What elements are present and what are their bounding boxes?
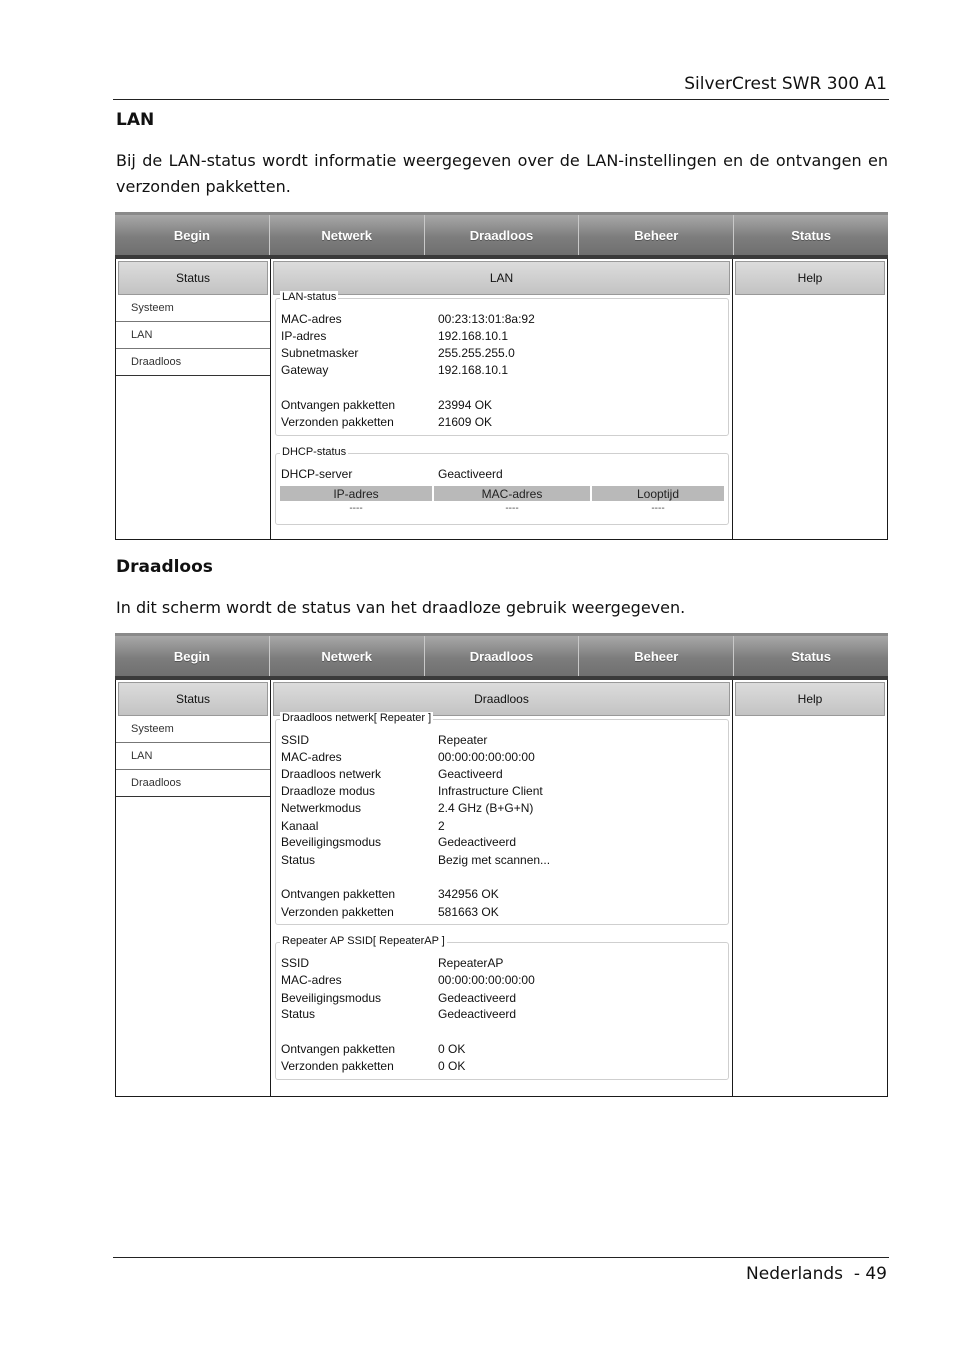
- sidebar-item-lan[interactable]: LAN: [116, 743, 270, 770]
- row-value: Gedeactiveerd: [438, 991, 517, 1005]
- row-label: Beveiligingsmodus: [281, 835, 382, 849]
- router-screen-draadloos: [115, 633, 888, 1097]
- sidebar-item-draadloos[interactable]: Draadloos: [131, 777, 182, 789]
- table-cell: ----: [505, 503, 519, 514]
- nav-draadloos[interactable]: Draadloos: [425, 215, 580, 255]
- info-row: [281, 784, 721, 800]
- row-label: SSID: [281, 956, 310, 970]
- row-value: 2.4 GHz (B+G+N): [438, 801, 534, 815]
- dhcp-status-group: [275, 446, 729, 525]
- info-row: [281, 346, 721, 362]
- wireless-network-legend: Draadloos netwerk[ Repeater ]: [282, 712, 432, 724]
- row-label: Kanaal: [281, 819, 319, 833]
- row-value: Gedeactiveerd: [438, 835, 517, 849]
- row-label: Verzonden pakketten: [281, 905, 394, 919]
- nav-draadloos[interactable]: Draadloos: [425, 636, 580, 676]
- row-label: Verzonden pakketten: [281, 415, 394, 429]
- row-label: Verzonden pakketten: [281, 1059, 394, 1073]
- info-row: [281, 1007, 721, 1023]
- router-screen-lan: [115, 212, 888, 540]
- nav-beheer[interactable]: Beheer: [579, 215, 734, 255]
- section-title-lan: LAN: [116, 110, 155, 130]
- row-value: 21609 OK: [438, 415, 493, 429]
- section-text-draadloos: In dit scherm wordt de status van het draadloze gebruik weergegeven.: [116, 598, 686, 617]
- row-label: DHCP-server: [281, 467, 353, 481]
- row-label: MAC-adres: [281, 312, 342, 326]
- sidebar: [116, 259, 271, 539]
- page-footer: [113, 1257, 889, 1284]
- repeater-ap-group: [275, 935, 729, 1080]
- row-value: 00:23:13:01:8a:92: [438, 312, 535, 326]
- sidebar-item-lan[interactable]: LAN: [116, 322, 270, 349]
- row-value: Bezig met scannen...: [438, 853, 551, 867]
- row-value: 192.168.10.1: [438, 329, 509, 343]
- column-header: MAC-adres: [434, 486, 590, 501]
- row-value: Geactiveerd: [438, 767, 503, 781]
- row-label: Ontvangen pakketten: [281, 398, 396, 412]
- header-title: SilverCrest SWR 300 A1: [684, 74, 887, 94]
- help-heading: Help: [735, 682, 885, 716]
- wireless-network-group: [275, 712, 729, 925]
- nav-bar: [115, 633, 888, 676]
- row-label: Ontvangen pakketten: [281, 887, 396, 901]
- help-heading: Help: [735, 261, 885, 295]
- row-label: Status: [281, 1007, 316, 1021]
- row-value: Repeater: [438, 733, 488, 747]
- row-value: 00:00:00:00:00:00: [438, 973, 535, 987]
- info-row: [281, 887, 721, 903]
- info-row: [281, 956, 721, 972]
- row-value: 0 OK: [438, 1059, 466, 1073]
- info-row: [281, 363, 721, 379]
- sidebar-item-systeem[interactable]: Systeem: [116, 716, 270, 743]
- info-row: [281, 853, 721, 869]
- row-value: 0 OK: [438, 1042, 466, 1056]
- row-value: 23994 OK: [438, 398, 493, 412]
- info-row: [281, 991, 721, 1007]
- row-label: Ontvangen pakketten: [281, 1042, 396, 1056]
- info-row: [281, 467, 721, 483]
- row-label: Subnetmasker: [281, 346, 359, 360]
- main-heading: LAN: [273, 261, 730, 295]
- row-value: RepeaterAP: [438, 956, 504, 970]
- dhcp-status-legend: DHCP-status: [282, 446, 347, 458]
- row-label: IP-adres: [281, 329, 327, 343]
- row-label: MAC-adres: [281, 750, 342, 764]
- nav-netwerk[interactable]: Netwerk: [270, 215, 425, 255]
- help-panel: [733, 680, 887, 1096]
- info-row: [281, 801, 721, 817]
- row-value: 255.255.255.0: [438, 346, 515, 360]
- info-row: [281, 905, 721, 921]
- row-value: 581663 OK: [438, 905, 499, 919]
- footer-page-number: Nederlands - 49: [746, 1264, 887, 1284]
- info-row: [281, 835, 721, 851]
- sidebar-heading: Status: [118, 682, 268, 716]
- nav-bar: [115, 212, 888, 255]
- main-panel: [271, 680, 733, 1096]
- section-title-draadloos: Draadloos: [116, 557, 213, 577]
- row-label: MAC-adres: [281, 973, 342, 987]
- repeater-ap-legend: Repeater AP SSID[ RepeaterAP ]: [282, 935, 445, 947]
- dhcp-table-header: [280, 486, 724, 501]
- row-value: Gedeactiveerd: [438, 1007, 517, 1021]
- content-frame: [115, 259, 888, 540]
- table-cell: ----: [349, 503, 363, 514]
- sidebar: [116, 680, 271, 1096]
- info-row: [281, 973, 721, 989]
- info-row: [281, 415, 721, 431]
- content-frame: [115, 680, 888, 1097]
- row-value: 342956 OK: [438, 887, 499, 901]
- column-header: Looptijd: [592, 486, 724, 501]
- nav-status[interactable]: Status: [791, 227, 831, 243]
- section-text-lan: Bij de LAN-status wordt informatie weergegeven over de LAN-instellingen en de ontvangen en verzonden pakketten.: [116, 151, 888, 196]
- info-row: [281, 750, 721, 766]
- column-header: IP-adres: [280, 486, 432, 501]
- lan-status-group: [275, 291, 729, 436]
- nav-beheer[interactable]: Beheer: [579, 636, 734, 676]
- table-cell: ----: [651, 503, 665, 514]
- help-panel: [733, 259, 887, 539]
- main-panel: [271, 259, 733, 539]
- nav-begin[interactable]: Begin: [115, 636, 270, 676]
- row-value: 192.168.10.1: [438, 363, 509, 377]
- page-header: [113, 72, 889, 100]
- info-row: [281, 329, 721, 345]
- info-row: [281, 312, 721, 328]
- info-row: [281, 1059, 721, 1075]
- row-value: 2: [438, 819, 445, 833]
- row-value: 00:00:00:00:00:00: [438, 750, 535, 764]
- sidebar-item-systeem[interactable]: Systeem: [116, 295, 270, 322]
- main-heading: Draadloos: [273, 682, 730, 716]
- row-value: Geactiveerd: [438, 467, 503, 481]
- sidebar-item-draadloos[interactable]: Draadloos: [131, 356, 182, 368]
- nav-status[interactable]: Status: [791, 648, 831, 664]
- info-row: [281, 819, 721, 835]
- row-label: Gateway: [281, 363, 329, 377]
- row-label: Status: [281, 853, 316, 867]
- row-label: Beveiligingsmodus: [281, 991, 382, 1005]
- info-row: [281, 733, 721, 749]
- lan-status-legend: LAN-status: [282, 291, 337, 303]
- row-label: SSID: [281, 733, 310, 747]
- row-label: Netwerkmodus: [281, 801, 362, 815]
- row-value: Infrastructure Client: [438, 784, 543, 798]
- nav-netwerk[interactable]: Netwerk: [270, 636, 425, 676]
- row-label: Draadloze modus: [281, 784, 376, 798]
- info-row: [281, 767, 721, 783]
- info-row: [281, 1042, 721, 1058]
- row-label: Draadloos netwerk: [281, 767, 382, 781]
- sidebar-heading: Status: [118, 261, 268, 295]
- info-row: [281, 398, 721, 414]
- nav-begin[interactable]: Begin: [115, 215, 270, 255]
